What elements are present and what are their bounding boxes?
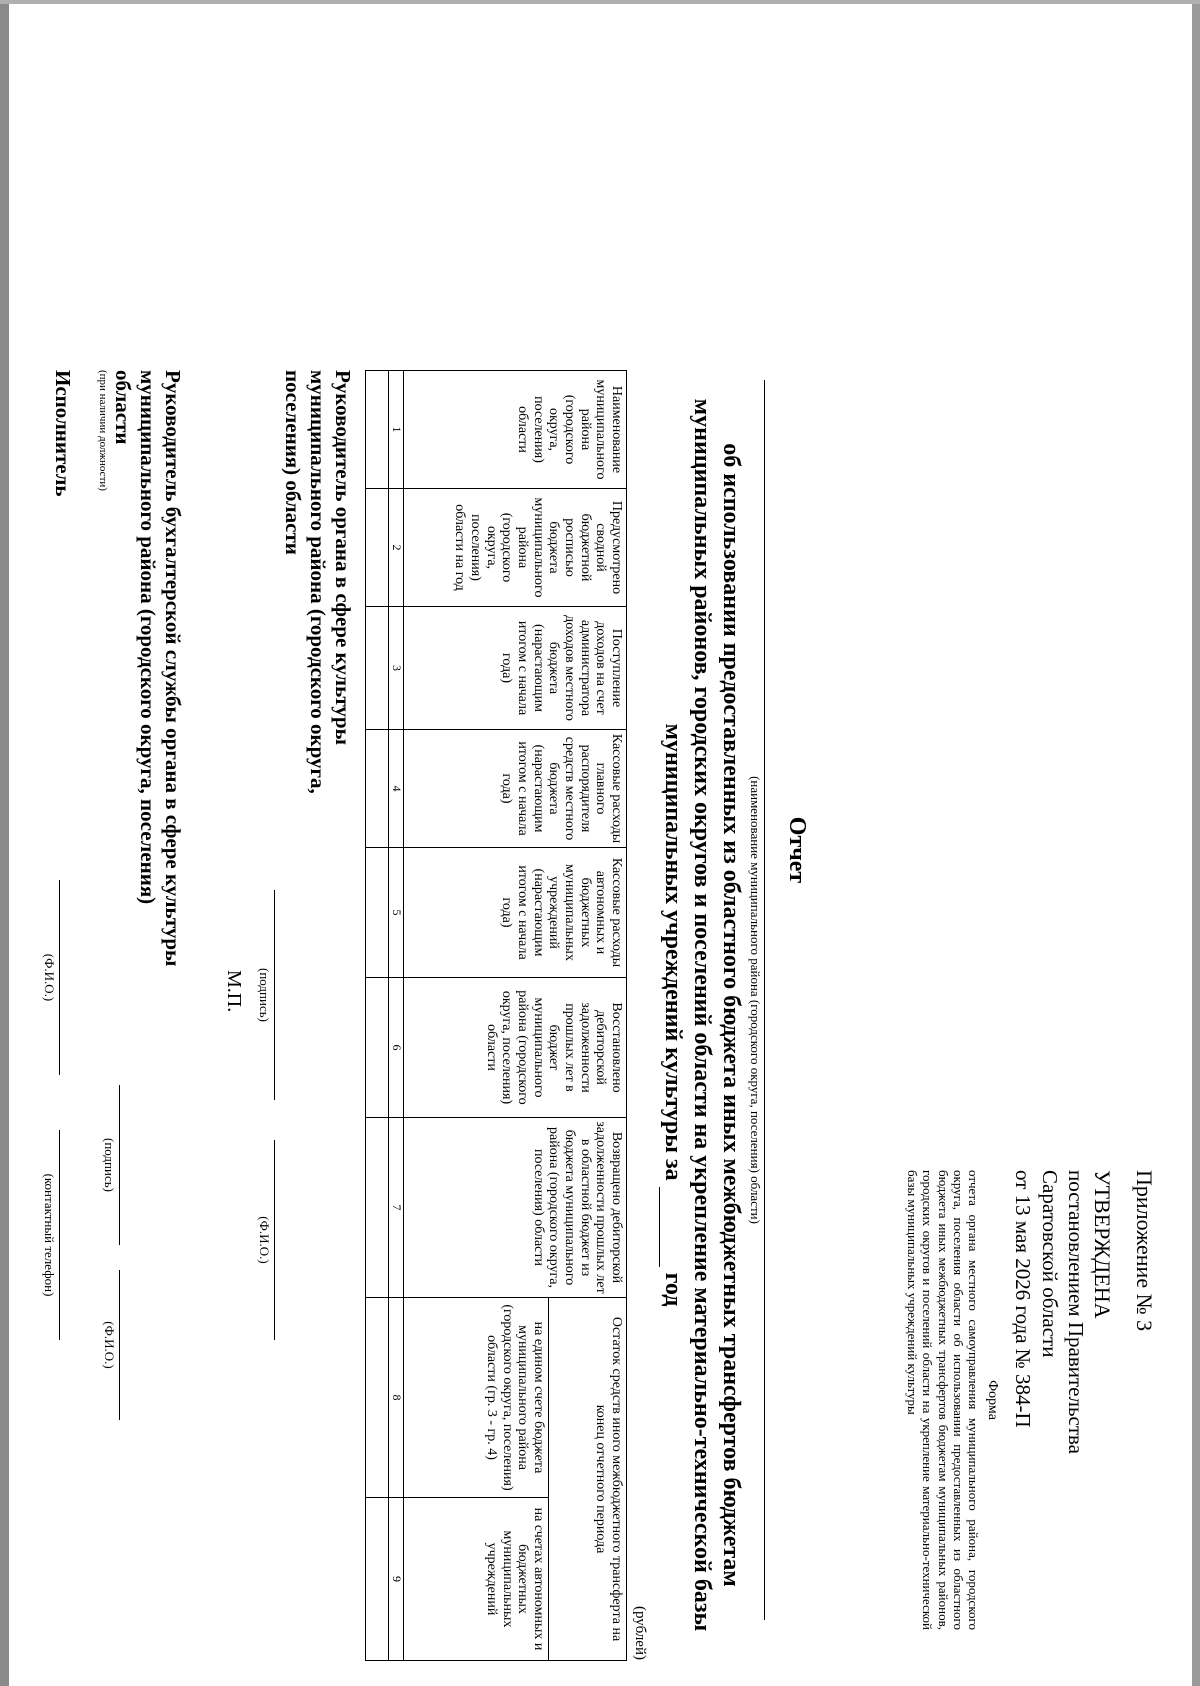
column-number: 1: [389, 371, 404, 489]
head-fio-caption: (Ф.И.О.): [257, 1216, 272, 1264]
approval-block: [1010, 1170, 1158, 1630]
table-cell-empty[interactable]: [366, 730, 389, 848]
header-col-8-9-group: Остаток средств иного межбюджетного трансферта на конец отчетного периода: [549, 1298, 627, 1661]
header-col-3: Поступление доходов на счет администратора доходов местного бюджета (нарастающим итогом с начала года): [404, 607, 627, 730]
subtitle-line-3: [659, 370, 688, 1660]
accountant-signatory-block: [96, 370, 185, 970]
header-col-1: Наименование муниципального района (городского округа, поселения) области: [404, 371, 627, 489]
column-number: 6: [389, 978, 404, 1118]
form-caption: Форма: [985, 1380, 1000, 1420]
scan-edge-top: [0, 0, 1200, 4]
table-header-row: [549, 371, 627, 1661]
column-number: 9: [389, 1498, 404, 1661]
table-cell-empty[interactable]: [366, 371, 389, 489]
table-cell-empty[interactable]: [366, 848, 389, 978]
resolution-date: от 13 мая 2026 года № 384-П: [1011, 1170, 1036, 1428]
report-title: Отчет: [784, 816, 810, 884]
head-signatory-title: Руководитель органа в сфере культуры муниципального района (городского округа, поселения) области: [280, 370, 355, 794]
accountant-signature-caption: (подпись): [102, 1138, 117, 1192]
column-number-row: [389, 371, 404, 1661]
subtitle-part-b: год: [660, 1272, 687, 1307]
name-caption: (наименование муниципального района (городского округа, поселения) области): [748, 776, 763, 1224]
table-cell-empty[interactable]: [366, 1118, 389, 1298]
form-text: отчета органа местного самоуправления муниципального района, городского округа, поселения области об использовании предоставленных из областного бюджета иных межбюджетных трансфертов бюджетам муниципальных районов, городских округов и поселений области на укрепление материально-технической базы муниципальных учреждений культуры: [905, 1170, 982, 1630]
header-col-6: Восстановлено дебиторской задолженности прошлых лет в бюджет муниципального района (городского округа, поселения) области: [404, 978, 627, 1118]
stamp-place: М.П.: [223, 970, 245, 1013]
executor-fio-line[interactable]: [59, 880, 60, 1075]
scan-edge-right: [1192, 0, 1200, 1686]
region-label: Саратовской области: [1037, 1170, 1062, 1358]
report-table: [365, 370, 627, 1661]
subtitle-line-1: об использовании предоставленных из областного бюджета иных межбюджетных трансфертов бюджетам: [718, 443, 744, 1587]
scan-edge-left: [0, 0, 9, 1686]
column-number: 2: [389, 489, 404, 607]
year-fill-blank[interactable]: [659, 1187, 680, 1267]
header-col-5: Кассовые расходы автономных и бюджетных муниципальных учреждений (нарастающим итогом с начала года): [404, 848, 627, 978]
table-cell-empty[interactable]: [366, 607, 389, 730]
report-subtitle: [659, 370, 745, 1660]
resolution-label: постановлением Правительства: [1064, 1170, 1088, 1455]
executor-phone-caption: (контактный телефон): [42, 1173, 57, 1297]
table-cell-empty[interactable]: [366, 1498, 389, 1661]
table-cell-empty[interactable]: [366, 1298, 389, 1498]
subtitle-part-a: муниципальных учреждений культуры за: [660, 723, 687, 1181]
form-description: [905, 1170, 1000, 1630]
head-fio-line[interactable]: [274, 1140, 275, 1340]
accountant-signatory-title: Руководитель бухгалтерской службы органа в сфере культуры муниципального района (городского округа, поселения) области: [110, 370, 185, 967]
header-col-8: на едином счете бюджета муниципального района (городского округа, поселения) области (гр. 3 - гр. 4): [404, 1298, 549, 1498]
subtitle-line-2: муниципальных районов, городских округов и поселений области на укрепление материально-технической базы: [689, 398, 716, 1632]
approved-label: УТВЕРЖДЕНА: [1090, 1170, 1116, 1319]
executor-fio-caption: (Ф.И.О.): [42, 953, 57, 1002]
appendix-number: Приложение № 3: [1132, 1170, 1157, 1332]
executor-phone-line[interactable]: [59, 1130, 60, 1340]
accountant-fio-line[interactable]: [119, 1270, 120, 1420]
header-col-2: Предусмотрено сводной бюджетной росписью бюджета муниципального района (городского округа, поселения) области на год: [404, 489, 627, 607]
column-number: 3: [389, 607, 404, 730]
head-signature-caption: (подпись): [257, 968, 272, 1022]
column-number: 7: [389, 1118, 404, 1298]
header-col-4: Кассовые расходы главного распорядителя средств местного бюджета (нарастающим итогом с начала года): [404, 730, 627, 848]
header-col-9: на счетах автономных и бюджетных муниципальных учреждений: [404, 1498, 549, 1661]
accountant-note: (при наличии должности): [97, 370, 110, 491]
table-cell-empty[interactable]: [366, 978, 389, 1118]
rotated-document-page: [30, 40, 1170, 1660]
column-number: 4: [389, 730, 404, 848]
table-row-empty: [366, 371, 389, 1661]
head-signature-line[interactable]: [274, 890, 275, 1100]
accountant-fio-caption: (Ф.И.О.): [102, 1321, 117, 1369]
table-cell-empty[interactable]: [366, 489, 389, 607]
name-fill-line: [764, 380, 765, 1620]
currency-unit: (рублей): [632, 1605, 648, 1660]
executor-title: Исполнитель: [51, 370, 75, 497]
header-col-7: Возвращено дебиторской задолженности прошлых лет в областной бюджет из бюджета муниципального района (городского округа, поселения) области: [404, 1118, 627, 1298]
column-number: 8: [389, 1298, 404, 1498]
accountant-signature-line[interactable]: [119, 1085, 120, 1245]
column-number: 5: [389, 848, 404, 978]
